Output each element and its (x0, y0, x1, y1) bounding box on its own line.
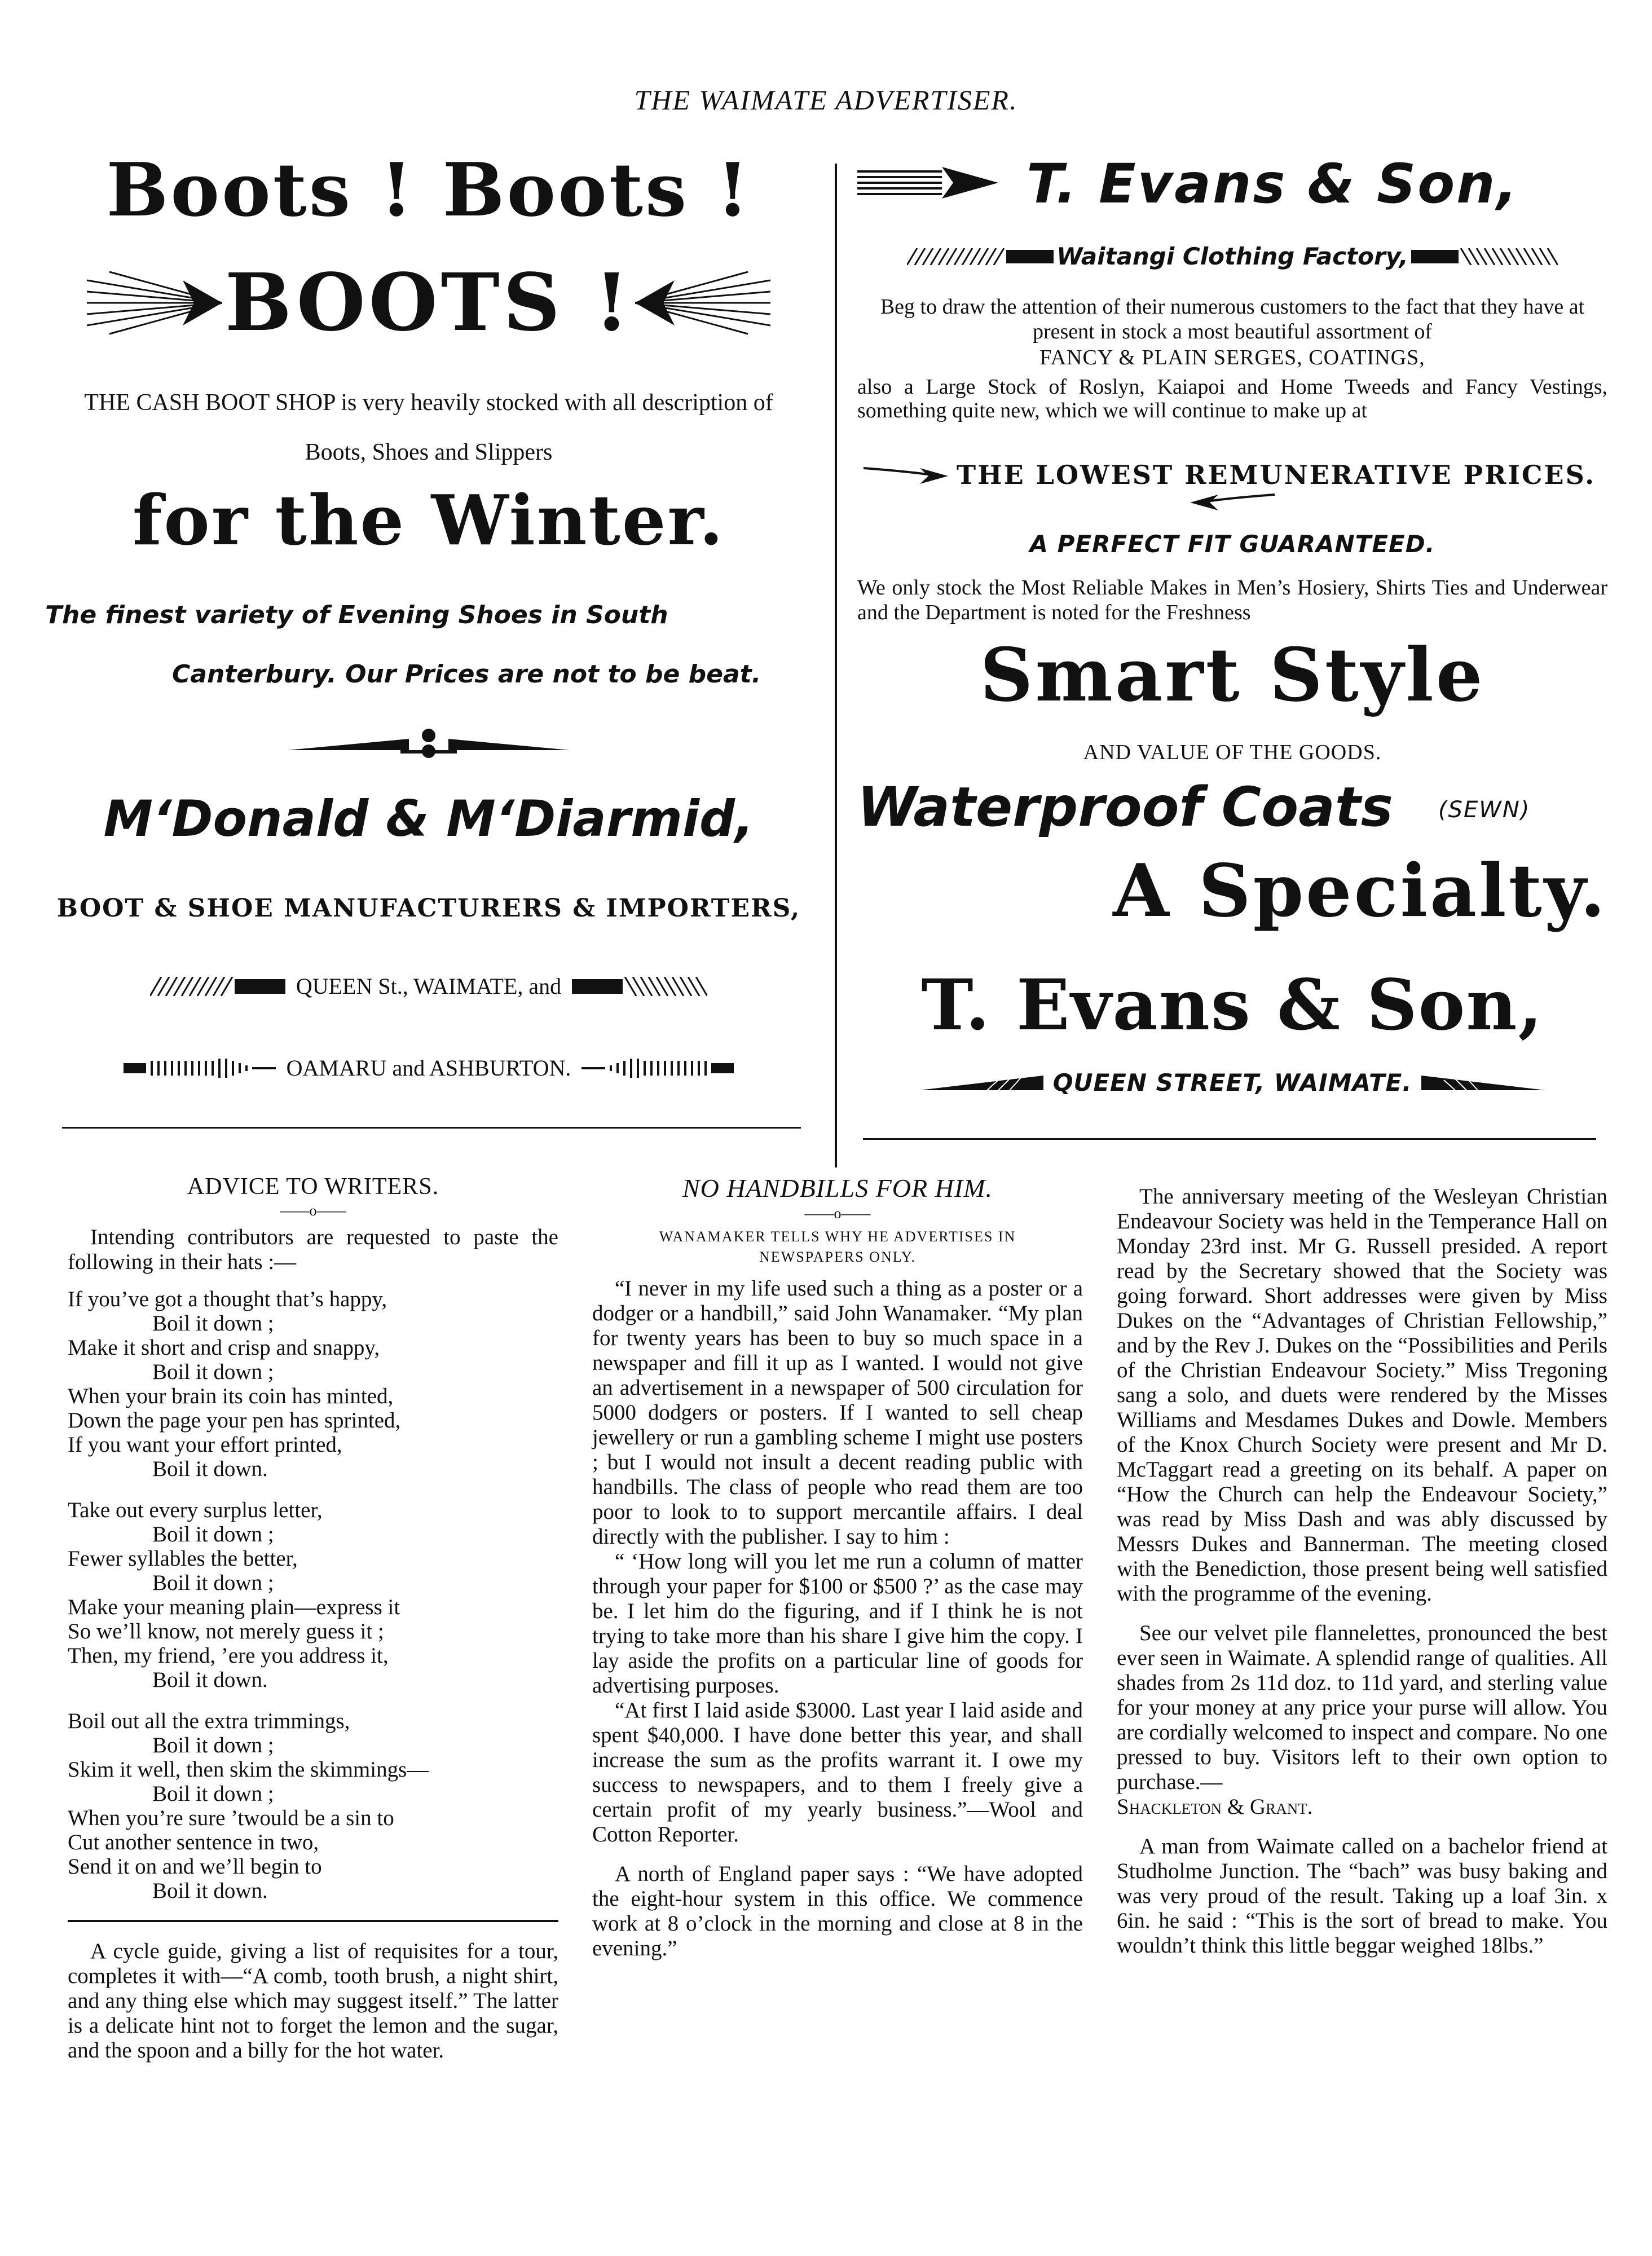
poem-stanza (68, 1498, 558, 1692)
poem-refrain: Boil it down ; (152, 1522, 274, 1546)
poem-refrain: Boil it down ; (152, 1733, 274, 1757)
poem-line: Fewer syllables the better, (68, 1546, 298, 1571)
specialty: A Specialty. (1113, 849, 1607, 933)
handbills-subtitle: WANAMAKER TELLS WHY HE ADVERTISES IN NEWSPAPERS ONLY. (659, 1228, 1016, 1265)
poem-refrain: Boil it down ; (152, 1782, 274, 1806)
wedge-left-icon (919, 1073, 1043, 1092)
evans-intro: Beg to draw the attention of their numerous customers to the fact that they have at present in stock a most beautiful assortment of (880, 295, 1585, 343)
evans-ad (857, 141, 1607, 1173)
mcdonald-firm-name: M‘Donald & M‘Diarmid, (103, 790, 754, 848)
poem-line: Take out every surplus letter, (68, 1498, 323, 1522)
tweeds-line: also a Large Stock of Roslyn, Kaiapoi and Home Tweeds and Fancy Vestings, something quite new, which we will continue to make up at (857, 375, 1607, 422)
mcdonald-ad-bottom-rule (62, 1127, 801, 1129)
eight-hour-paragraph: A north of England paper says : “We have adopted the eight-hour system in this office. We commence work at 8 o’clock in the morning and close at 8 in the evening.” (592, 1862, 1083, 1960)
page-header: THE WAIMATE ADVERTISER. (634, 84, 1018, 116)
trade-line: BOOT & SHOE MANUFACTURERS & IMPORTERS, (56, 894, 801, 923)
advice-title: ADVICE TO WRITERS. (187, 1174, 439, 1200)
poem-line: When your brain its coin has minted, (68, 1384, 394, 1408)
lowest-prices: THE LOWEST REMUNERATIVE PRICES. (956, 460, 1596, 490)
street-row (857, 1069, 1607, 1108)
advice-intro: Intending contributors are requested to paste the following in their hats :— (68, 1225, 558, 1274)
perfect-fit: A PERFECT FIT GUARANTEED. (1029, 530, 1435, 558)
bar-left-icon (124, 1059, 276, 1078)
address-row-1 (45, 973, 812, 1007)
queen-street-waimate: QUEEN STREET, WAIMATE. (1052, 1069, 1412, 1096)
mcdonald-ad (45, 141, 812, 1128)
handbills-paragraph: “At first I laid aside $3000. Last year I laid aside and spent $40,000. I have done better this year, and shall increase the sum as the profits warrant it. I owe my success to newspapers, and to them I freely give a certain profit of my yearly business.”—Wool and Cotton Reporter. (592, 1698, 1083, 1847)
column-1 (68, 1173, 558, 2233)
winter-headline: for the Winter. (132, 479, 725, 561)
hatched-bar-right-icon (572, 977, 707, 996)
handbills-paragraph: “I never in my life used such a thing as a poster or a dodger or a handbill,” said John Wanamaker. “My plan for twenty years has been to buy so much space in a newspaper and fill it up as I wanted. I would not give an advertisement in a newspaper of 500 circulation for 5000 dodgers or posters. If I wanted to sell cheap jewellery or run a gambling scheme I might use posters ; but I would not insult a decent reading public with handbills. The class of people who read them are too poor to look to to support mercantile affairs. I deal directly with the publisher. I say to him : (592, 1276, 1083, 1549)
poem-line: Make your meaning plain—express it (68, 1595, 400, 1619)
evans-ad-bottom-rule (863, 1138, 1596, 1140)
flourish-right-icon (1190, 490, 1275, 513)
bar-right-icon (581, 1059, 734, 1078)
column-1-rule (68, 1920, 558, 1922)
value-of-goods: AND VALUE OF THE GOODS. (1083, 741, 1382, 764)
poem-stanza (68, 1709, 558, 1903)
rays-left-icon (87, 269, 222, 337)
poem-stanza (68, 1287, 558, 1481)
address-queen-street: QUEEN St., WAIMATE, and (296, 973, 562, 999)
evening-shoes-line-2: Canterbury. Our Prices are not to be beat. (172, 660, 761, 689)
poem-line: If you’ve got a thought that’s happy, (68, 1287, 387, 1311)
waterproof-row (857, 775, 1607, 849)
poem-line: Skim it well, then skim the skimmings— (68, 1757, 429, 1782)
flourish-left-icon (864, 464, 948, 486)
poem-line: Cut another sentence in two, (68, 1830, 319, 1854)
column-2 (592, 1173, 1083, 2233)
headline-boots-1: Boots ! Boots ! (106, 147, 751, 233)
cycle-guide-paragraph: A cycle guide, giving a list of requisites for a tour, completes it with—“A comb, tooth brush, a night shirt, and any thing else which may suggest itself.” The latter is a delicate hint not to forget the lemon and the sugar, and the spoon and a billy for the hot water. (68, 1939, 558, 2063)
poem-refrain: Boil it down. (152, 1879, 268, 1903)
address-row-2 (45, 1055, 812, 1089)
poem-line: Send it on and we’ll begin to (68, 1854, 322, 1879)
rays-right-icon (635, 269, 770, 337)
factory-hatch-left-icon (907, 248, 1054, 265)
poem-line: Then, my friend, ’ere you address it, (68, 1643, 389, 1668)
poem-line: Boil out all the extra trimmings, (68, 1709, 350, 1733)
flannelettes-signature: Shackleton & Grant. (1117, 1795, 1313, 1819)
poem-line: If you want your effort printed, (68, 1433, 342, 1457)
poem-refrain: Boil it down. (152, 1457, 268, 1481)
headline-boots-2: BOOTS ! (224, 257, 633, 349)
factory-hatch-right-icon (1411, 248, 1558, 265)
wesleyan-paragraph: The anniversary meeting of the Wesleyan Christian Endeavour Society was held in the Temperance Hall on Monday 23rd inst. Mr G. Russell presided. A report read by the Secretary showed that the Society was going forward. Short addresses were given by Miss Dukes on the “Advantages of Christian Fellowship,” and by the Rev J. Dukes on the “Possibilities and Perils of the Christian Endeavour Society.” Miss Tregoning sang a solo, and duets were rendered by the Misses Williams and Mesdames Dukes and Dowle. Members of the Knox Church Society were present and Mr D. McTaggart read a greeting on its behalf. A paper on “How the Church can help the Endeavour Society,” was read by Miss Dash and was ably discussed by Messrs Dukes and Bannerman. The meeting closed with the Benediction, those present being well satisfied with the programme of the evening. (1117, 1184, 1607, 1606)
evening-shoes-line-1: The finest variety of Evening Shoes in South (45, 601, 668, 629)
column-3 (1117, 1184, 1607, 2233)
handbills-paragraph: “ ‘How long will you let me run a column of matter through your paper for $100 or $500 ?’ as the case may be. I let him do the figuring, and if I think he is not trying to take more than his share I give him the copy. I lay aside the profits on a particular line of goods for advertising purposes. (592, 1549, 1083, 1698)
handbills-body (592, 1276, 1083, 1961)
sewn-note: (SEWN) (1438, 797, 1531, 823)
poem-refrain: Boil it down ; (152, 1311, 274, 1336)
waterproof-coats: Waterproof Coats (857, 775, 1393, 839)
centre-ornament-icon (288, 728, 570, 761)
column-3-body (1117, 1184, 1607, 1958)
hatched-bar-left-icon (150, 977, 285, 996)
ad-divider-vertical (835, 164, 837, 1167)
poem-refrain: Boil it down. (152, 1668, 268, 1692)
poem-line: When you’re sure ’twould be a sin to (68, 1806, 394, 1830)
address-oamaru: OAMARU and ASHBURTON. (286, 1055, 571, 1081)
evans-firm-top: T. Evans & Son, (1027, 152, 1519, 215)
poem-refrain: Boil it down ; (152, 1360, 274, 1384)
factory-name: Waitangi Clothing Factory, (1056, 243, 1408, 270)
factory-row (857, 243, 1607, 276)
serges-line: FANCY & PLAIN SERGES, COATINGS, (1039, 346, 1425, 369)
wedge-right-icon (1421, 1073, 1545, 1092)
hosiery-line: We only stock the Most Reliable Makes in Men’s Hosiery, Shirts Ties and Underwear and the Department is noted for the Freshness (857, 576, 1607, 624)
poem-line: So we’ll know, not merely guess it ; (68, 1619, 384, 1643)
evans-top-row (857, 152, 1607, 214)
lowest-prices-row (857, 460, 1607, 505)
boot-shop-intro: THE CASH BOOT SHOP is very heavily stocked with all description of Boots, Shoes and Slippers (84, 390, 773, 465)
handbills-title: NO HANDBILLS FOR HIM. (682, 1174, 993, 1202)
flannelettes-paragraph: See our velvet pile flannelettes, pronounced the best ever seen in Waimate. A splendid range of qualities. All shades from 2s 11d doz. to 11d yard, and sterling value for your money at any price your purse will allow. You are cordially welcomed to inspect and compare. No one pressed to buy. Visitors left to their own option to purchase.— (1117, 1621, 1607, 1794)
bachelor-paragraph: A man from Waimate called on a bachelor friend at Studholme Junction. The “bach” was busy baking and was very proud of the result. Taking up a loaf 3in. x 6in. he said : “This is the sort of bread to make. You wouldn’t think this little beggar weighed 18lbs.” (1117, 1834, 1607, 1958)
evans-firm-bottom: T. Evans & Son, (921, 964, 1544, 1046)
poem-line: Down the page your pen has sprinted, (68, 1408, 401, 1433)
poem-refrain: Boil it down ; (152, 1571, 274, 1595)
headline-boots-2-row (45, 257, 812, 352)
handbills-separator: ——o—— (804, 1205, 871, 1222)
advice-separator: ——o—— (280, 1202, 346, 1219)
pointing-hand-icon (857, 165, 998, 199)
smart-style: Smart Style (980, 632, 1485, 718)
poem-line: Make it short and crisp and snappy, (68, 1336, 380, 1360)
advice-poem (68, 1287, 558, 1903)
